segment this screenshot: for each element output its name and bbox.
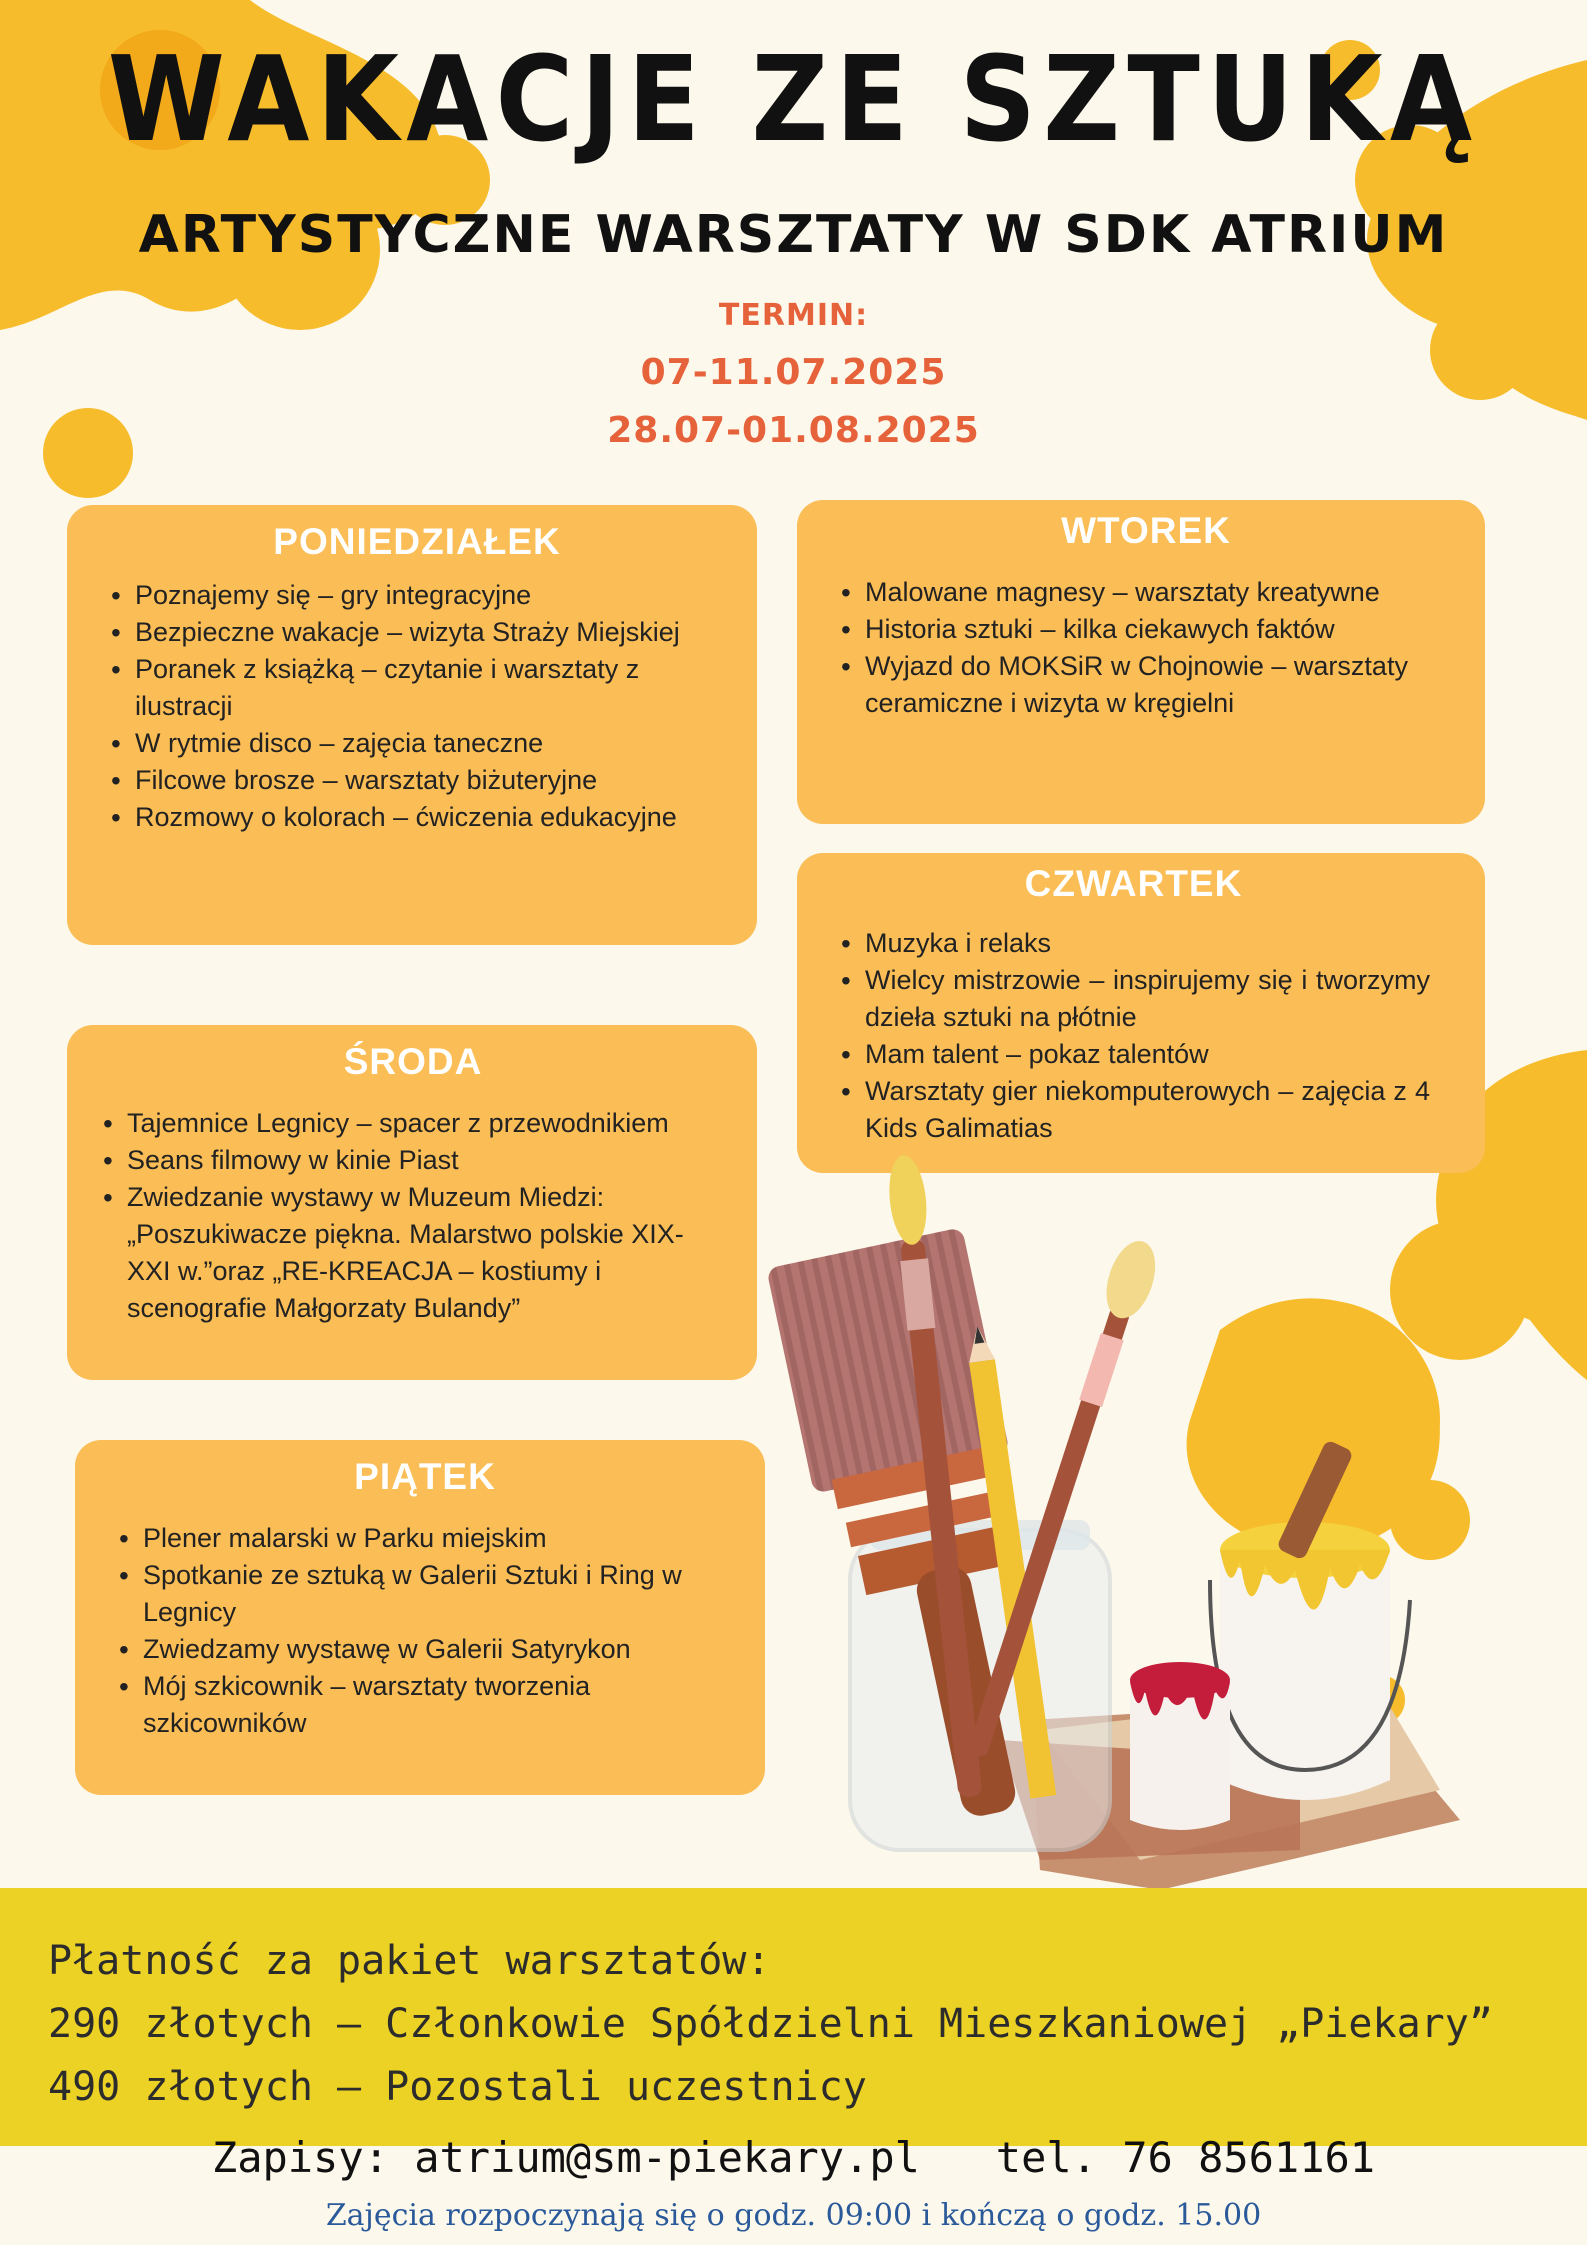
list-item: • Bezpieczne wakacje – wizyta Straży Miejskiej <box>107 614 727 651</box>
list-item: • W rytmie disco – zajęcia taneczne <box>107 725 727 762</box>
list-item: • Poranek z książką – czytanie i warsztaty z ilustracji <box>107 651 727 725</box>
payment-heading: Płatność za pakiet warsztatów: <box>48 1938 771 1984</box>
list-item: • Historia sztuki – kilka ciekawych faktów <box>837 611 1455 648</box>
list-item: • Poznajemy się – gry integracyjne <box>107 577 727 614</box>
list-item: • Muzyka i relaks <box>837 925 1430 962</box>
list-item: • Malowane magnesy – warsztaty kreatywne <box>837 574 1455 611</box>
payment-line-others: 490 złotych – Pozostali uczestnicy <box>48 2064 867 2110</box>
page-subtitle: ARTYSTYCZNE WARSZTATY W SDK ATRIUM <box>138 205 1449 265</box>
day-list-tuesday <box>837 574 1455 722</box>
day-title-tuesday: WTOREK <box>1061 510 1231 551</box>
list-item: • Zwiedzamy wystawę w Galerii Satyrykon <box>115 1631 735 1668</box>
termin-date-1: 07-11.07.2025 <box>640 352 947 393</box>
termin-label: TERMIN: <box>718 298 869 333</box>
day-title-wednesday: ŚRODA <box>343 1041 483 1082</box>
day-title-friday: PIĄTEK <box>354 1456 496 1497</box>
day-list-monday <box>107 577 727 836</box>
list-item: • Wielcy mistrzowie – inspirujemy się i tworzymy dzieła sztuki na płótnie <box>837 962 1430 1036</box>
list-item: • Tajemnice Legnicy – spacer z przewodnikiem <box>99 1105 727 1142</box>
list-item: • Mam talent – pokaz talentów <box>837 1036 1430 1073</box>
day-card-thursday <box>797 853 1485 1173</box>
list-item: • Plener malarski w Parku miejskim <box>115 1520 735 1557</box>
list-item: • Zwiedzanie wystawy w Muzeum Miedzi: „Poszukiwacze piękna. Malarstwo polskie XIX-XXI w.”oraz „RE-KREACJA – kostiumy i scenografie Małgorzaty Bulandy” <box>99 1179 727 1327</box>
termin-date-2: 28.07-01.08.2025 <box>607 410 980 451</box>
list-item: • Mój szkicownik – warsztaty tworzenia szkicowników <box>115 1668 735 1742</box>
day-card-monday <box>67 505 757 945</box>
contact-info: Zapisy: atrium@sm-piekary.pl tel. 76 8561161 <box>211 2133 1376 2182</box>
day-list-thursday <box>837 925 1430 1147</box>
day-card-tuesday <box>797 500 1485 824</box>
payment-section <box>0 1888 1587 2146</box>
list-item: • Rozmowy o kolorach – ćwiczenia edukacyjne <box>107 799 727 836</box>
list-item: • Filcowe brosze – warsztaty biżuteryjne <box>107 762 727 799</box>
day-card-wednesday <box>67 1025 757 1380</box>
list-item: • Warsztaty gier niekomputerowych – zajęcia z 4 Kids Galimatias <box>837 1073 1430 1147</box>
hours-info: Zajęcia rozpoczynają się o godz. 09:00 i kończą o godz. 15.00 <box>325 2198 1262 2233</box>
day-title-monday: PONIEDZIAŁEK <box>273 521 561 562</box>
day-list-wednesday <box>99 1105 727 1327</box>
list-item: • Spotkanie ze sztuką w Galerii Sztuki i Ring w Legnicy <box>115 1557 735 1631</box>
day-title-thursday: CZWARTEK <box>1024 863 1243 904</box>
paintbrush-jar-illustration <box>740 1130 1500 1890</box>
day-card-friday <box>75 1440 765 1795</box>
page-title: WAKACJE ZE SZTUKĄ <box>107 30 1480 168</box>
day-list-friday <box>115 1520 735 1742</box>
list-item: • Seans filmowy w kinie Piast <box>99 1142 727 1179</box>
list-item: • Wyjazd do MOKSiR w Chojnowie – warsztaty ceramiczne i wizyta w kręgielni <box>837 648 1455 722</box>
payment-line-members: 290 złotych – Członkowie Spółdzielni Mieszkaniowej „Piekary” <box>48 2001 1493 2047</box>
